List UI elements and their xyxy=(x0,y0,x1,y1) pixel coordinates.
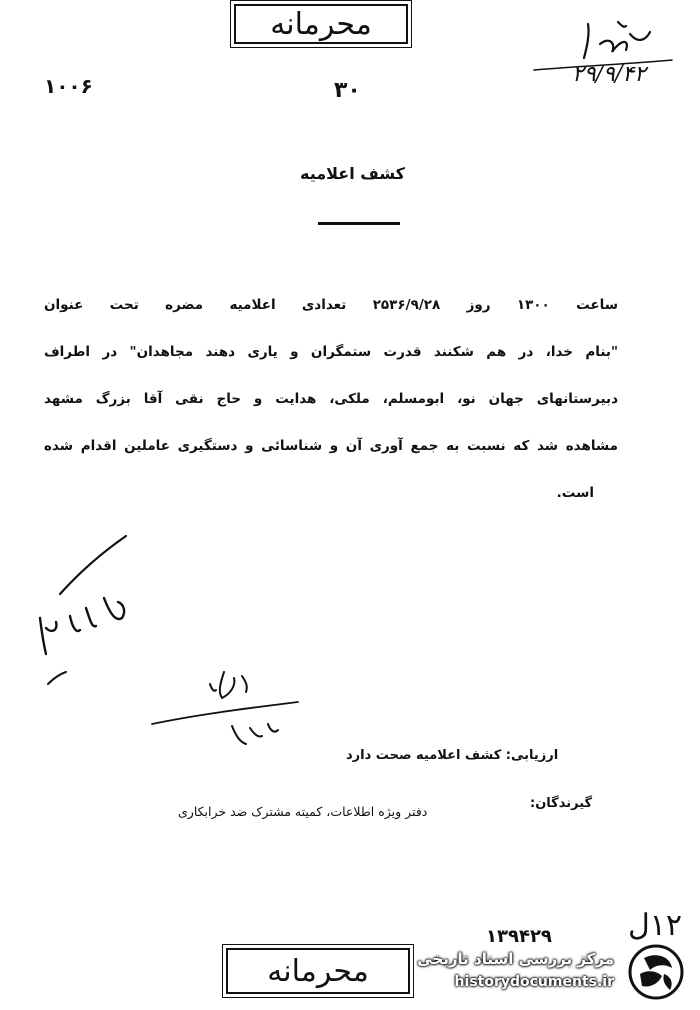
assessment-line: ارزیابی: کشف اعلامیه صحت دارد xyxy=(346,748,559,763)
handwritten-date: ۲۹/۹/۴۲ xyxy=(572,62,646,87)
handwritten-initials xyxy=(150,664,300,760)
recipients-value: دفتر ویژه اطلاعات، کمیته مشترک ضد خرابکاری xyxy=(178,804,428,819)
page-number: ۳۰ xyxy=(334,78,361,103)
watermark-url: historydocuments.ir xyxy=(454,974,614,990)
archive-number: ۱۳۹۴۲۹ xyxy=(486,926,552,947)
archive-logo-icon xyxy=(626,944,686,1000)
stamp-top-confidential: محرمانه xyxy=(234,4,408,44)
recipients-label: گیرندگان: xyxy=(530,796,593,811)
watermark-org-name: مرکز بررسی اسناد تاریخی xyxy=(417,950,614,968)
body-line-1: ساعت ۱۳۰۰ روز ۲۵۳۶/۹/۲۸ تعدادی اعلامیه مضره تحت عنوان xyxy=(44,297,618,313)
body-line-2: "بنام خدا، در هم شکنند قدرت ستمگران و یاری دهند مجاهدان" در اطراف xyxy=(44,344,618,360)
title-underline xyxy=(318,222,400,225)
watermark xyxy=(418,942,700,1002)
document-number: ۱۰۰۶ xyxy=(44,74,93,98)
body-line-3: دبیرستانهای جهان نو، ابومسلم، ملکی، هدایت و حاج نقی آقا بزرگ مشهد xyxy=(44,391,618,407)
body-line-4: مشاهده شد که نسبت به جمع آوری آن و شناسائی و دستگیری عاملین اقدام شده xyxy=(44,438,618,454)
handwritten-margin-note xyxy=(30,534,140,694)
handwritten-archive-note: ۱۲ل xyxy=(628,908,683,943)
stamp-bottom-confidential: محرمانه xyxy=(226,948,410,994)
document-body xyxy=(44,282,618,517)
document-title: کشف اعلامیه xyxy=(300,164,405,183)
body-line-5: است. xyxy=(556,485,594,501)
